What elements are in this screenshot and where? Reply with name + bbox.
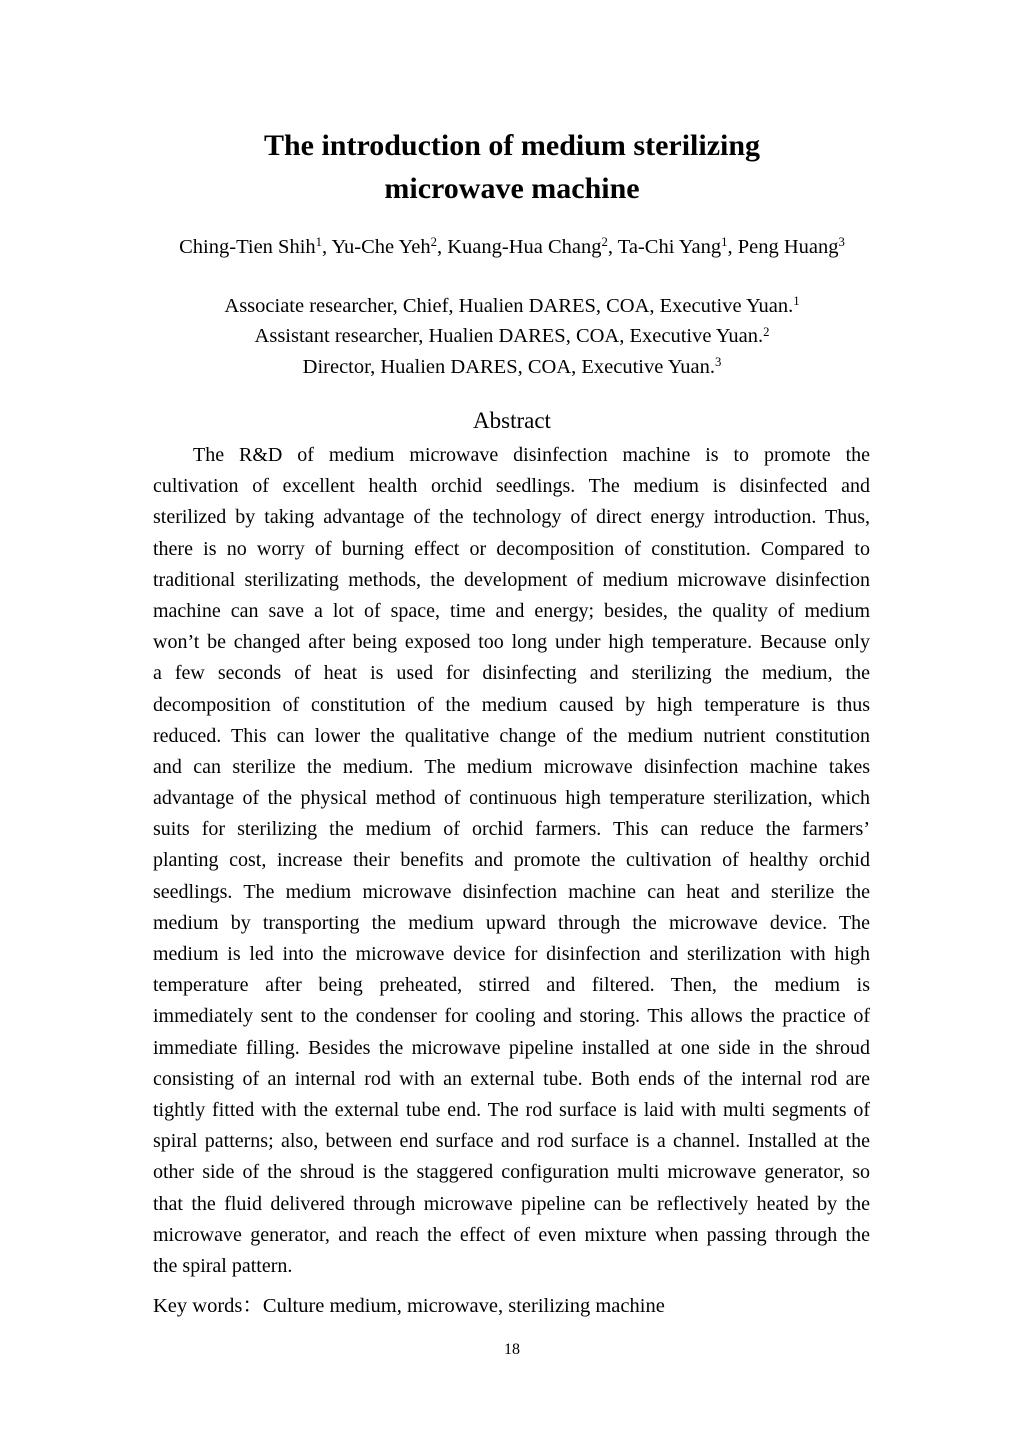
- keywords-line: [153, 1291, 870, 1321]
- abstract-line: machine can save a lot of space, time and energy; besides, the quality of medium: [153, 599, 870, 622]
- abstract-line: The R&D of medium microwave disinfection machine is to promote the: [193, 444, 870, 466]
- author-separator: ,: [436, 236, 448, 258]
- author-name: Kuang-Hua Chang: [447, 236, 602, 258]
- author-name: Ching-Tien Shih: [179, 236, 316, 258]
- abstract-line: a few seconds of heat is used for disinfecting and sterilizing the medium, the: [153, 662, 870, 685]
- abstract-line: there is no worry of burning effect or decomposition of constitution. Compared to: [153, 537, 870, 560]
- abstract-line: immediate filling. Besides the microwave pipeline installed at one side in the shroud: [153, 1036, 870, 1059]
- affiliation-ref: 3: [714, 355, 722, 369]
- keywords-value: Culture medium, microwave, sterilizing machine: [262, 1295, 665, 1317]
- abstract-line: consisting of an internal rod with an external tube. Both ends of the internal rod are: [153, 1067, 870, 1090]
- abstract-line: microwave generator, and reach the effect of even mixture when passing through the: [153, 1223, 870, 1246]
- abstract-line: spiral patterns; also, between end surface and rod surface is a channel. Installed at the: [153, 1130, 870, 1153]
- page-number: 18: [504, 1341, 520, 1358]
- abstract-line: medium by transporting the medium upward through the microwave device. The: [153, 911, 870, 934]
- affiliation-line: [0, 291, 1024, 321]
- paper-title-line-2: microwave machine: [384, 172, 640, 205]
- abstract-line: advantage of the physical method of continuous high temperature sterilization, which: [153, 787, 870, 810]
- affiliations: [0, 291, 1024, 382]
- paper-title-line-1: The introduction of medium sterilizing: [263, 129, 761, 162]
- abstract-line: and can sterilize the medium. The medium microwave disinfection machine takes: [153, 755, 870, 778]
- abstract-line: decomposition of constitution of the medium caused by high temperature is thus: [153, 693, 870, 716]
- paper-title: [0, 124, 1024, 210]
- author-separator: ,: [607, 236, 618, 258]
- abstract-line: cultivation of excellent health orchid seedlings. The medium is disinfected and: [153, 475, 870, 498]
- author-name: Yu-Che Yeh: [331, 236, 431, 258]
- author-name: Ta-Chi Yang: [617, 236, 722, 258]
- abstract-heading: Abstract: [473, 408, 551, 433]
- abstract-line: sterilized by taking advantage of the technology of direct energy introduction. Thus,: [153, 506, 870, 529]
- affiliation-text: Director, Hualien DARES, COA, Executive Yuan.: [302, 355, 715, 378]
- abstract-line: suits for sterilizing the medium of orchid farmers. This can reduce the farmers’: [153, 818, 870, 841]
- author-separator: ,: [727, 236, 738, 258]
- abstract-line: reduced. This can lower the qualitative change of the medium nutrient constitution: [153, 724, 870, 747]
- abstract-line: that the fluid delivered through microwave pipeline can be reflectively heated by the: [153, 1192, 870, 1215]
- abstract-line: tightly fitted with the external tube end. The rod surface is laid with multi segments of: [153, 1098, 870, 1121]
- abstract-paragraph: [153, 440, 870, 1282]
- abstract-line: traditional sterilizating methods, the development of medium microwave disinfection: [153, 568, 870, 591]
- abstract-line: planting cost, increase their benefits and promote the cultivation of healthy orchid: [153, 849, 870, 872]
- abstract-line: won’t be changed after being exposed too long under high temperature. Because only: [153, 631, 870, 654]
- author-affiliation-ref: 1: [315, 235, 322, 250]
- author-name: Peng Huang: [737, 236, 839, 258]
- abstract-line: temperature after being preheated, stirred and filtered. Then, the medium is: [153, 974, 870, 997]
- affiliation-line: [0, 321, 1024, 351]
- authors-line: [0, 232, 1024, 262]
- author-affiliation-ref: 1: [721, 235, 728, 250]
- affiliation-ref: 2: [763, 324, 770, 339]
- author-affiliation-ref: 2: [430, 235, 437, 250]
- abstract-line: medium is led into the microwave device for disinfection and sterilization with high: [153, 943, 870, 965]
- affiliation-ref: 1: [793, 294, 800, 309]
- keywords-label: Key words: [153, 1295, 243, 1317]
- abstract-line: other side of the shroud is the staggered configuration multi microwave generator, so: [153, 1161, 870, 1184]
- abstract-line: seedlings. The medium microwave disinfection machine can heat and sterilize the: [153, 880, 870, 903]
- author-affiliation-ref: 2: [601, 235, 608, 250]
- author-separator: ,: [322, 236, 332, 258]
- affiliation-text: Associate researcher, Chief, Hualien DARES, COA, Executive Yuan.: [224, 295, 794, 317]
- affiliation-text: Assistant researcher, Hualien DARES, COA, Executive Yuan.: [254, 325, 764, 348]
- author-affiliation-ref: 3: [838, 235, 845, 250]
- abstract-line: the spiral pattern.: [153, 1254, 293, 1277]
- affiliation-line: [0, 352, 1024, 382]
- abstract-line: immediately sent to the condenser for cooling and storing. This allows the practice of: [153, 1005, 870, 1028]
- keywords-colon: ：: [242, 1295, 263, 1317]
